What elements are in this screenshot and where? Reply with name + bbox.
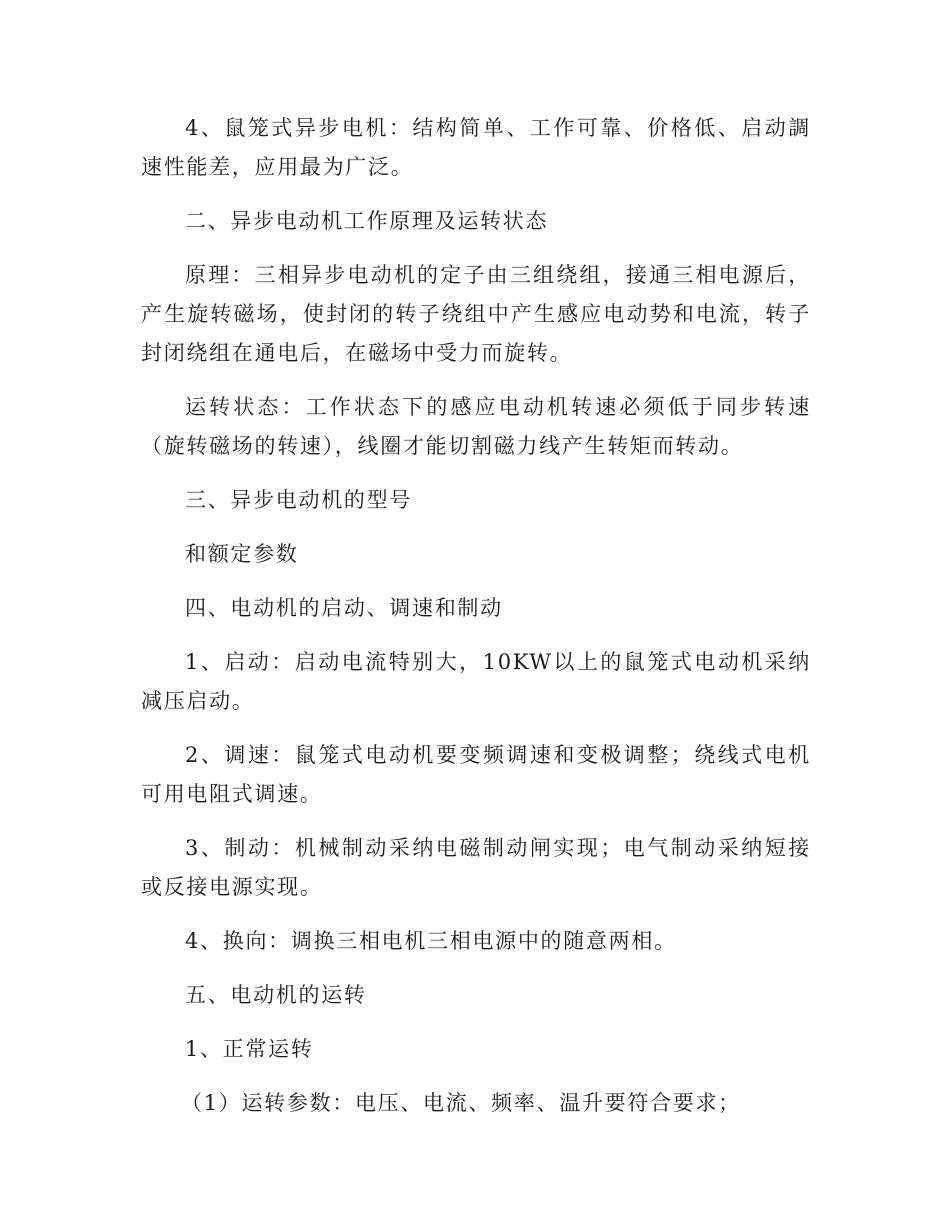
section-heading-model: 三、异步电动机的型号 [185,488,412,512]
paragraph-operating-params: （1）运转参数：电压、电流、频率、温升要符合要求； [181,1091,741,1115]
section-heading-start-speed-brake: 四、电动机的启动、调速和制动 [185,596,503,620]
paragraph-principle: 原理：三相异步电动机的定子由三组绕组，接通三相电源后，产生旋转磁场，使封闭的转子绕组中产生感应电动势和电流，转子封闭绕组在通电后，在磁场中受力而旋转。 [141,263,811,365]
section-heading-working-principle: 二、异步电动机工作原理及运转状态 [185,209,549,233]
paragraph-running-state: 运转状态：工作状态下的感应电动机转速必须低于同步转速（旋转磁场的转速），线圈才能切割磁力线产生转矩而转动。 [141,395,811,458]
section-heading-rated-params: 和额定参数 [185,542,299,566]
paragraph-starting: 1、启动：启动电流特别大，10KW以上的鼠笼式电动机采纳减压启动。 [141,650,811,713]
paragraph-reversing: 4、换向：调换三相电机三相电源中的随意两相。 [185,929,677,953]
document-body [141,109,811,1138]
paragraph-speed-control: 2、调速：鼠笼式电动机要变频调速和变极调整；绕线式电机可用电阻式调速。 [141,743,811,806]
section-heading-operation: 五、电动机的运转 [185,983,367,1007]
paragraph-braking: 3、制动：机械制动采纳电磁制动闸实现；电气制动采纳短接或反接电源实现。 [141,836,811,899]
paragraph-squirrel-cage-motor: 4、鼠笼式异步电机：结构简单、工作可靠、价格低、启动調速性能差，应用最为广泛。 [141,116,811,179]
subheading-normal-operation: 1、正常运转 [185,1037,314,1061]
